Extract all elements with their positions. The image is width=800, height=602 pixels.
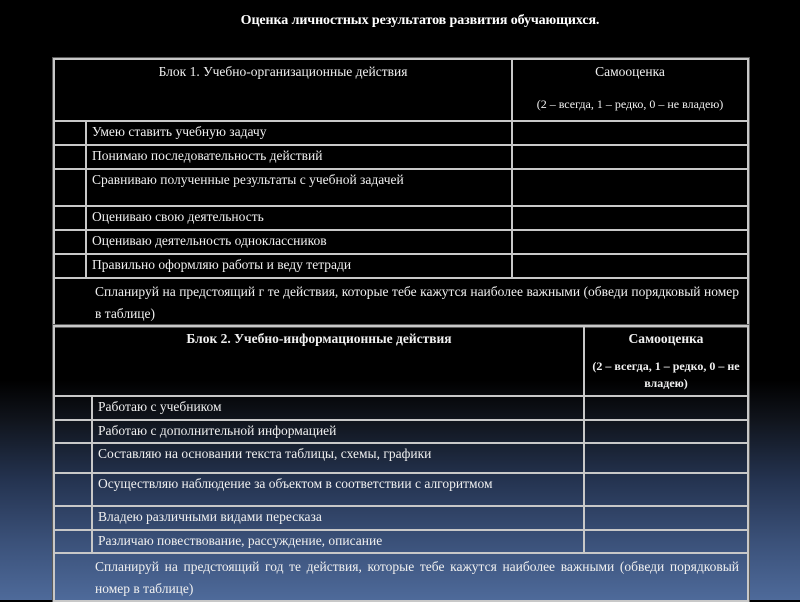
score-cell[interactable]	[584, 530, 748, 553]
block1-score-header	[512, 59, 748, 121]
score-cell[interactable]	[512, 206, 748, 230]
row-number-cell[interactable]	[54, 121, 86, 145]
block2-plan-text: Спланируй на предстоящий год те действия, которые тебе кажутся наиболее важными (обведи порядковый номер в таблице)	[54, 553, 748, 601]
score-cell[interactable]	[584, 396, 748, 420]
table-row	[54, 420, 748, 443]
row-number-cell[interactable]	[54, 396, 92, 420]
row-text: Составляю на основании текста таблицы, схемы, графики	[92, 443, 584, 473]
score-cell[interactable]	[584, 473, 748, 506]
block2-header: Блок 2. Учебно-информационные действия	[54, 326, 584, 396]
row-text: Осуществляю наблюдение за объектом в соответствии с алгоритмом	[92, 473, 584, 506]
table-row	[54, 169, 748, 206]
block1-table	[53, 58, 749, 327]
row-text: Понимаю последовательность действий	[86, 145, 512, 169]
row-number-cell[interactable]	[54, 530, 92, 553]
block2-score-header	[584, 326, 748, 396]
table-row	[54, 254, 748, 278]
table-row	[54, 121, 748, 145]
row-text: Оцениваю деятельность одноклассников	[86, 230, 512, 254]
row-text: Умею ставить учебную задачу	[86, 121, 512, 145]
score-cell[interactable]	[584, 420, 748, 443]
block2-plan-row	[54, 553, 748, 601]
row-text: Сравниваю полученные результаты с учебной задачей	[86, 169, 512, 206]
table-row	[54, 145, 748, 169]
page-title: Оценка личностных результатов развития обучающихся.	[240, 13, 600, 28]
score-cell[interactable]	[584, 443, 748, 473]
row-number-cell[interactable]	[54, 473, 92, 506]
row-text: Владею различными видами пересказа	[92, 506, 584, 530]
table-row	[54, 506, 748, 530]
row-number-cell[interactable]	[54, 443, 92, 473]
block1-plan-text: Спланируй на предстоящий г те действия, которые тебе кажутся наиболее важными (обведи порядковый номер в таблице)	[54, 278, 748, 326]
block1-score-title: Самооценка	[595, 64, 665, 79]
block2-score-legend: (2 – всегда, 1 – редко, 0 – не владею)	[592, 359, 740, 390]
row-text: Различаю повествование, рассуждение, описание	[92, 530, 584, 553]
row-text: Работаю с учебником	[92, 396, 584, 420]
row-number-cell[interactable]	[54, 145, 86, 169]
score-cell[interactable]	[584, 506, 748, 530]
row-number-cell[interactable]	[54, 230, 86, 254]
row-number-cell[interactable]	[54, 254, 86, 278]
score-cell[interactable]	[512, 169, 748, 206]
table-row	[54, 396, 748, 420]
row-number-cell[interactable]	[54, 420, 92, 443]
score-cell[interactable]	[512, 254, 748, 278]
row-number-cell[interactable]	[54, 206, 86, 230]
table-row	[54, 230, 748, 254]
block1-header-row	[54, 59, 748, 121]
score-cell[interactable]	[512, 145, 748, 169]
row-number-cell[interactable]	[54, 169, 86, 206]
table-row	[54, 473, 748, 506]
block2-table	[53, 325, 749, 602]
score-cell[interactable]	[512, 230, 748, 254]
block1-header: Блок 1. Учебно-организационные действия	[54, 59, 512, 121]
row-text: Оцениваю свою деятельность	[86, 206, 512, 230]
table-row	[54, 206, 748, 230]
row-number-cell[interactable]	[54, 506, 92, 530]
table-row	[54, 443, 748, 473]
block2-score-title: Самооценка	[628, 331, 704, 346]
row-text: Правильно оформляю работы и веду тетради	[86, 254, 512, 278]
block2-header-row	[54, 326, 748, 396]
score-cell[interactable]	[512, 121, 748, 145]
block1-plan-row	[54, 278, 748, 326]
row-text: Работаю с дополнительной информацией	[92, 420, 584, 443]
table-row	[54, 530, 748, 553]
block1-score-legend: (2 – всегда, 1 – редко, 0 – не владею)	[536, 97, 724, 111]
